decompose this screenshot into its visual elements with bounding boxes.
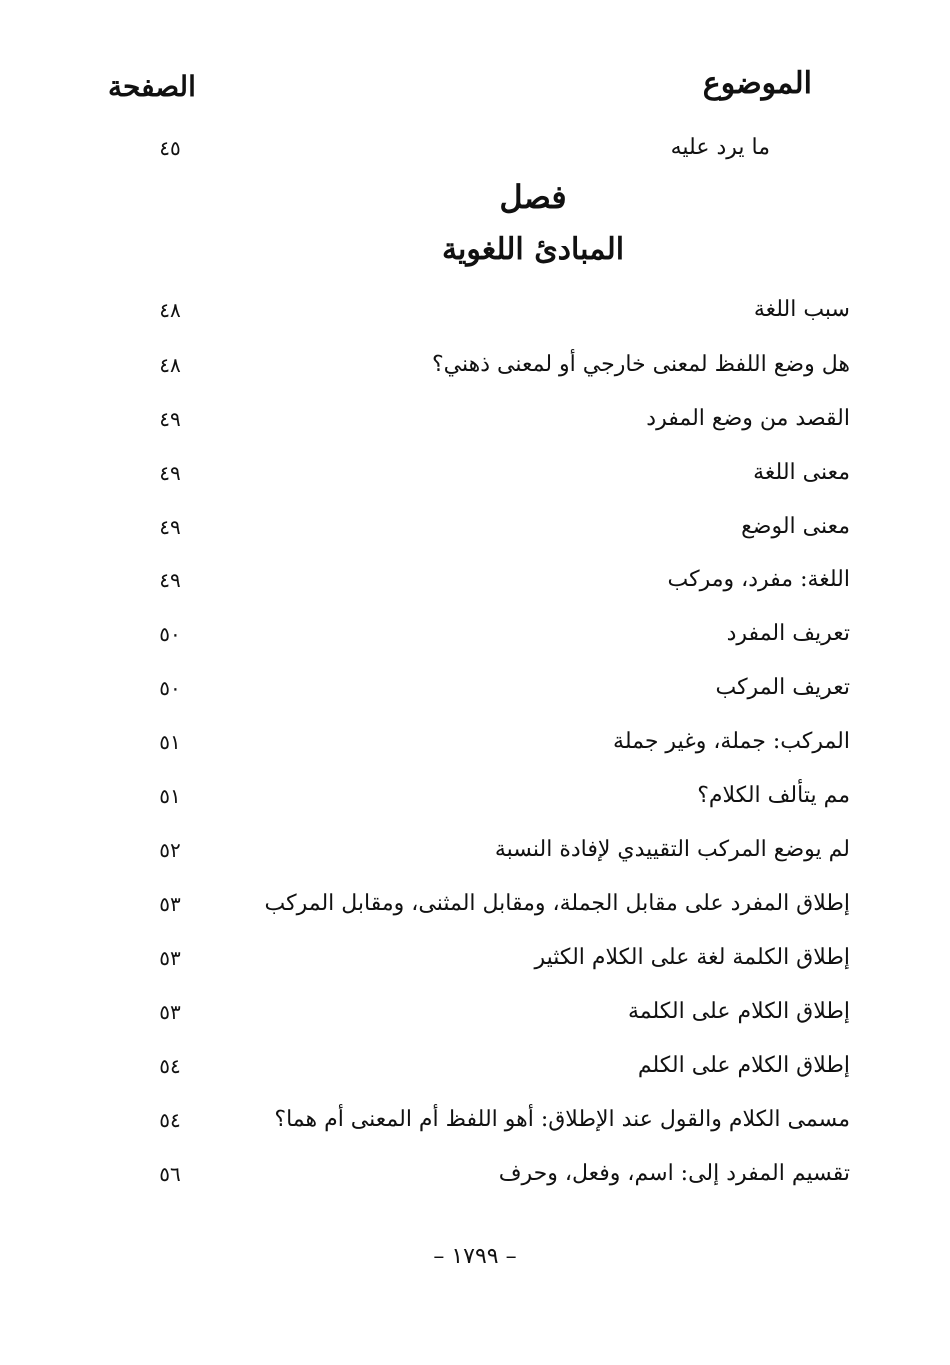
section-title: المبادئ اللغوية — [441, 232, 625, 267]
toc-entry-page: ٥٢ — [159, 838, 181, 862]
toc-entry-page: ٤٨ — [159, 353, 181, 377]
toc-entry — [0, 1100, 950, 1140]
toc-entry — [0, 290, 950, 330]
toc-entry-title: مم يتألف الكلام؟ — [697, 783, 850, 808]
toc-entry — [0, 776, 950, 816]
toc-entry — [0, 938, 950, 978]
toc-entry-title: اللغة: مفرد، ومركب — [667, 567, 850, 592]
toc-entry-title: سبب اللغة — [753, 297, 850, 322]
toc-entry — [0, 992, 950, 1032]
toc-entry-title: تعريف المفرد — [726, 621, 850, 646]
toc-entry — [0, 884, 950, 924]
toc-entry-title: هل وضع اللفظ لمعنى خارجي أو لمعنى ذهني؟ — [431, 352, 850, 377]
toc-entry-title: إطلاق الكلام على الكلمة — [627, 999, 850, 1024]
toc-entry — [0, 345, 950, 385]
toc-entry-page: ٤٩ — [159, 568, 181, 592]
toc-entry-title: مسمى الكلام والقول عند الإطلاق: أهو اللفظ أم المعنى أم هما؟ — [274, 1107, 850, 1132]
toc-entry-page: ٥١ — [159, 784, 181, 808]
section-label: فصل — [499, 178, 567, 216]
page-number: – ١٧٩٩ – — [433, 1244, 517, 1269]
toc-entry-page: ٥٠ — [159, 622, 181, 646]
toc-entry — [0, 722, 950, 762]
toc-entry — [0, 453, 950, 493]
toc-entry-title: إطلاق المفرد على مقابل الجملة، ومقابل المثنى، ومقابل المركب — [264, 891, 850, 916]
toc-entry-page: ٤٨ — [159, 298, 181, 322]
toc-entry-page: ٤٩ — [159, 515, 181, 539]
subject-column-header: الموضوع — [702, 66, 812, 101]
toc-entry-page: ٥٤ — [159, 1054, 181, 1078]
toc-entry-page: ٤٥ — [159, 136, 181, 160]
page-column-header: الصفحة — [108, 70, 196, 103]
toc-entry — [0, 830, 950, 870]
toc-entry — [0, 560, 950, 600]
toc-entry-page: ٥٣ — [159, 1000, 181, 1024]
toc-entry — [0, 1046, 950, 1086]
toc-entry-page: ٥١ — [159, 730, 181, 754]
toc-entry-page: ٥٣ — [159, 946, 181, 970]
toc-entry-page: ٥٦ — [159, 1162, 181, 1186]
toc-entry-page: ٥٣ — [159, 892, 181, 916]
toc-entry — [0, 399, 950, 439]
toc-entry-title: تقسيم المفرد إلى: اسم، وفعل، وحرف — [498, 1161, 850, 1186]
toc-entry-page: ٥٤ — [159, 1108, 181, 1132]
toc-entry — [0, 668, 950, 708]
toc-entry-title: تعريف المركب — [715, 675, 850, 700]
toc-entry — [0, 128, 950, 168]
toc-entry — [0, 614, 950, 654]
toc-entry-page: ٤٩ — [159, 461, 181, 485]
toc-entry-title: القصد من وضع المفرد — [646, 406, 850, 431]
toc-entry — [0, 1154, 950, 1194]
toc-entry-title: ما يرد عليه — [670, 135, 770, 160]
toc-entry-title: إطلاق الكلمة لغة على الكلام الكثير — [534, 945, 850, 970]
toc-entry-title: المركب: جملة، وغير جملة — [613, 729, 850, 754]
toc-entry-title: لم يوضع المركب التقييدي لإفادة النسبة — [494, 837, 850, 862]
toc-entry — [0, 507, 950, 547]
toc-entry-title: معنى اللغة — [753, 460, 850, 485]
toc-entry-page: ٥٠ — [159, 676, 181, 700]
toc-entry-title: معنى الوضع — [741, 514, 850, 539]
toc-entry-page: ٤٩ — [159, 407, 181, 431]
toc-entry-title: إطلاق الكلام على الكلم — [637, 1053, 850, 1078]
